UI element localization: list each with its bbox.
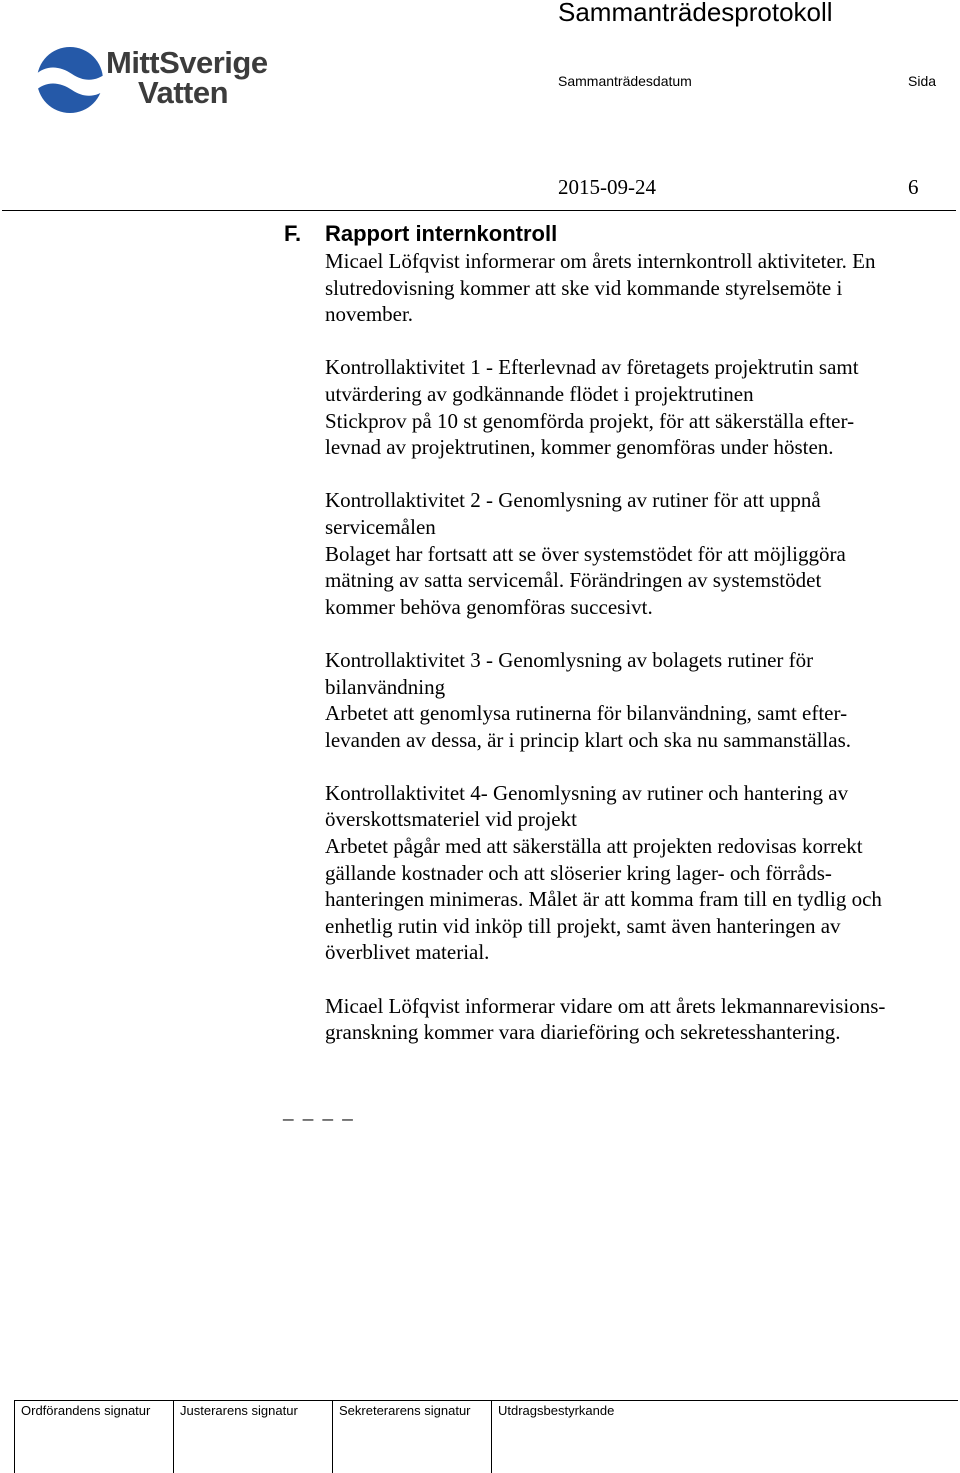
paragraph-line: levanden av dessa, är i princip klart och ska nu sammanställas. — [325, 727, 852, 752]
header-divider — [2, 210, 956, 211]
meeting-date-label: Sammanträdesdatum — [558, 73, 692, 89]
paragraph-line: Bolaget har fortsatt att se över systemstödet för att möjliggöra — [325, 541, 846, 566]
section-heading: Rapport internkontroll — [325, 221, 558, 246]
meeting-date-value: 2015-09-24 — [558, 175, 656, 199]
paragraph-line: hanteringen minimeras. Målet är att komma fram till en tydlig och — [325, 887, 882, 912]
paragraph-line: Kontrollaktivitet 3 - Genomlysning av bolagets rutiner för — [325, 647, 814, 672]
signature-label: Sekreterarens signatur — [339, 1403, 471, 1418]
paragraph-line: Arbetet att genomlysa rutinerna för bilanvändning, samt efter- — [325, 701, 848, 726]
logo-line-1: MittSverige — [106, 45, 268, 80]
signature-label: Justerarens signatur — [180, 1403, 298, 1418]
paragraph-line: gällande kostnader och att slöserier kring lager- och förråds- — [325, 860, 832, 885]
paragraph — [325, 248, 947, 328]
paragraph-line: enhetlig rutin vid inköp till projekt, samt även hanteringen av — [325, 913, 841, 938]
paragraph-line: mätning av satta servicemål. Förändringen av systemstödet — [325, 568, 822, 593]
signature-label: Ordförandens signatur — [21, 1403, 151, 1418]
water-drop-icon — [34, 24, 108, 134]
signature-adjuster — [173, 1401, 333, 1473]
section-body — [325, 248, 947, 1072]
paragraph — [325, 487, 947, 620]
section-letter: F. — [284, 221, 302, 246]
signature-certification — [491, 1401, 958, 1473]
signature-chair — [14, 1401, 174, 1473]
paragraph-line: kommer behöva genomföras succesivt. — [325, 594, 653, 619]
paragraph-line: Kontrollaktivitet 2 - Genomlysning av rutiner för att uppnå — [325, 488, 821, 513]
paragraph-line: slutredovisning kommer att ske vid kommande styrelsemöte i — [325, 275, 843, 300]
page-number: 6 — [908, 175, 919, 199]
document-title: Sammanträdesprotokoll — [558, 0, 833, 27]
paragraph-line: överblivet material. — [325, 940, 490, 965]
paragraph-line: bilanvändning — [325, 674, 446, 699]
page-label: Sida — [908, 73, 937, 89]
paragraph-line: Micael Löfqvist informerar vidare om att årets lekmannarevisions- — [325, 993, 886, 1018]
paragraph-line: Micael Löfqvist informerar om årets internkontroll aktiviteter. En — [325, 249, 876, 273]
paragraph — [325, 647, 947, 753]
paragraph — [325, 780, 947, 966]
signature-label: Utdragsbestyrkande — [498, 1403, 615, 1418]
paragraph-line: granskning kommer vara diarieföring och sekretesshantering. — [325, 1020, 841, 1045]
paragraph-line: Kontrollaktivitet 1 - Efterlevnad av företagets projektrutin samt — [325, 355, 859, 380]
signature-secretary — [332, 1401, 492, 1473]
paragraph-line: november. — [325, 302, 414, 327]
paragraph-line: servicemålen — [325, 514, 436, 539]
company-logo — [30, 22, 290, 138]
paragraph-line: överskottsmateriel vid projekt — [325, 807, 577, 832]
logo-wordmark — [106, 45, 268, 110]
logo-line-2: Vatten — [138, 75, 229, 110]
paragraph-line: Arbetet pågår med att säkerställa att projekten redovisas korrekt — [325, 834, 863, 859]
paragraph — [325, 993, 947, 1046]
paragraph-line: utvärdering av godkännande flödet i projektrutinen — [325, 381, 754, 406]
paragraph-line: levnad av projektrutinen, kommer genomföras under hösten. — [325, 435, 834, 460]
signature-row — [14, 1400, 958, 1473]
paragraph-line: Stickprov på 10 st genomförda projekt, för att säkerställa efter- — [325, 408, 855, 433]
end-of-section-mark: _ _ _ _ — [283, 1099, 355, 1123]
paragraph — [325, 354, 947, 460]
paragraph-line: Kontrollaktivitet 4- Genomlysning av rutiner och hantering av — [325, 780, 849, 805]
